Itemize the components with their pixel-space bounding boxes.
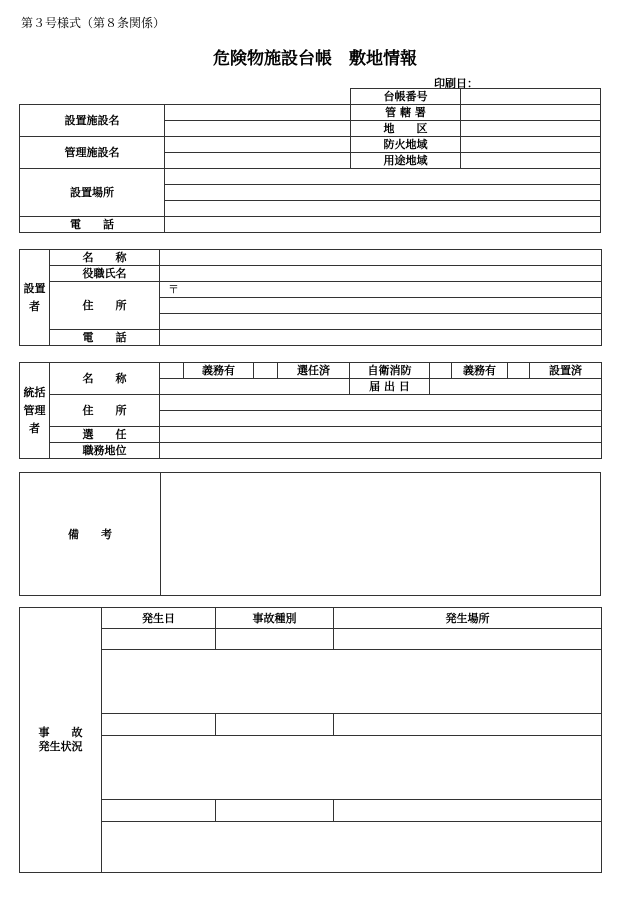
accident-type-1 bbox=[216, 629, 334, 650]
accident-detail-1 bbox=[102, 650, 602, 714]
remarks-table bbox=[19, 472, 601, 596]
accident-detail-3 bbox=[102, 822, 602, 873]
accident-date-2 bbox=[102, 714, 216, 736]
facility-name-value-1 bbox=[165, 105, 351, 121]
duty2-checkbox bbox=[430, 363, 452, 379]
accident-type-3 bbox=[216, 800, 334, 822]
site-phone-label: 電 話 bbox=[20, 217, 165, 233]
jurisdiction-label: 管 轄 署 bbox=[351, 105, 461, 121]
installer-postal-mark: 〒 bbox=[160, 282, 602, 298]
manager-address-value-1 bbox=[160, 395, 602, 411]
page-title: 危険物施設台帳 敷地情報 bbox=[213, 49, 417, 69]
manager-section-label: 統括管理者 bbox=[20, 363, 50, 459]
form-number: 第３号様式（第８条関係） bbox=[21, 16, 166, 30]
accident-place-3 bbox=[334, 800, 602, 822]
fire-zone-label: 防火地域 bbox=[351, 137, 461, 153]
duty2-label: 義務有 bbox=[452, 363, 508, 379]
site-phone-value bbox=[165, 217, 601, 233]
installed-checkbox bbox=[508, 363, 530, 379]
manager-facility-label: 管理施設名 bbox=[20, 137, 165, 169]
appointment-label: 選 任 bbox=[50, 427, 160, 443]
place-header: 発生場所 bbox=[334, 608, 602, 629]
appointed-checkbox bbox=[254, 363, 278, 379]
position-value bbox=[160, 443, 602, 459]
self-defense-label: 自衛消防 bbox=[350, 363, 430, 379]
accident-place-1 bbox=[334, 629, 602, 650]
use-zone-label: 用途地域 bbox=[351, 153, 461, 169]
district-value bbox=[461, 121, 601, 137]
ledger-number-value bbox=[461, 89, 601, 105]
installer-name-value bbox=[160, 250, 602, 266]
manager-address-value-2 bbox=[160, 411, 602, 427]
location-value-1 bbox=[165, 169, 601, 185]
jurisdiction-value bbox=[461, 105, 601, 121]
ledger-number-label: 台帳番号 bbox=[351, 89, 461, 105]
duty-checkbox bbox=[160, 363, 184, 379]
location-label: 設置場所 bbox=[20, 169, 165, 217]
appointed-label: 選任済 bbox=[278, 363, 350, 379]
use-zone-value bbox=[461, 153, 601, 169]
fire-zone-value bbox=[461, 137, 601, 153]
manager-name-value bbox=[160, 379, 350, 395]
type-header: 事故種別 bbox=[216, 608, 334, 629]
installer-title-value bbox=[160, 266, 602, 282]
installer-title-label: 役職氏名 bbox=[50, 266, 160, 282]
notify-date-value bbox=[430, 379, 602, 395]
installer-name-label: 名 称 bbox=[50, 250, 160, 266]
blank-cell bbox=[165, 89, 351, 105]
accident-detail-2 bbox=[102, 736, 602, 800]
print-date-label: 印刷日： bbox=[434, 77, 478, 90]
accident-label-line2: 発生状況 bbox=[38, 740, 83, 753]
installer-phone-label: 電 話 bbox=[50, 330, 160, 346]
installer-section-label: 設置者 bbox=[20, 250, 50, 346]
remarks-label: 備 考 bbox=[20, 473, 161, 596]
notify-date-label: 届 出 日 bbox=[350, 379, 430, 395]
accident-date-3 bbox=[102, 800, 216, 822]
facility-name-value-2 bbox=[165, 121, 351, 137]
site-info-table bbox=[19, 88, 601, 233]
blank-cell bbox=[20, 89, 165, 105]
duty-label: 義務有 bbox=[184, 363, 254, 379]
facility-name-label: 設置施設名 bbox=[20, 105, 165, 137]
accident-table bbox=[19, 607, 602, 873]
remarks-value bbox=[161, 473, 601, 596]
manager-address-label: 住 所 bbox=[50, 395, 160, 427]
installed-label: 設置済 bbox=[530, 363, 602, 379]
accident-section-label bbox=[20, 608, 102, 873]
accident-type-2 bbox=[216, 714, 334, 736]
installer-address-value-2 bbox=[160, 298, 602, 314]
position-label: 職務地位 bbox=[50, 443, 160, 459]
manager-name-label: 名 称 bbox=[50, 363, 160, 395]
accident-place-2 bbox=[334, 714, 602, 736]
installer-address-value-3 bbox=[160, 314, 602, 330]
installer-phone-value bbox=[160, 330, 602, 346]
manager-facility-value-1 bbox=[165, 137, 351, 153]
location-value-3 bbox=[165, 201, 601, 217]
manager-facility-value-2 bbox=[165, 153, 351, 169]
manager-table bbox=[19, 362, 602, 459]
district-label: 地 区 bbox=[351, 121, 461, 137]
location-value-2 bbox=[165, 185, 601, 201]
date-header: 発生日 bbox=[102, 608, 216, 629]
accident-label-line1: 事 故 bbox=[38, 726, 83, 739]
accident-date-1 bbox=[102, 629, 216, 650]
installer-address-label: 住 所 bbox=[50, 282, 160, 330]
appointment-value bbox=[160, 427, 602, 443]
installer-table bbox=[19, 249, 602, 346]
